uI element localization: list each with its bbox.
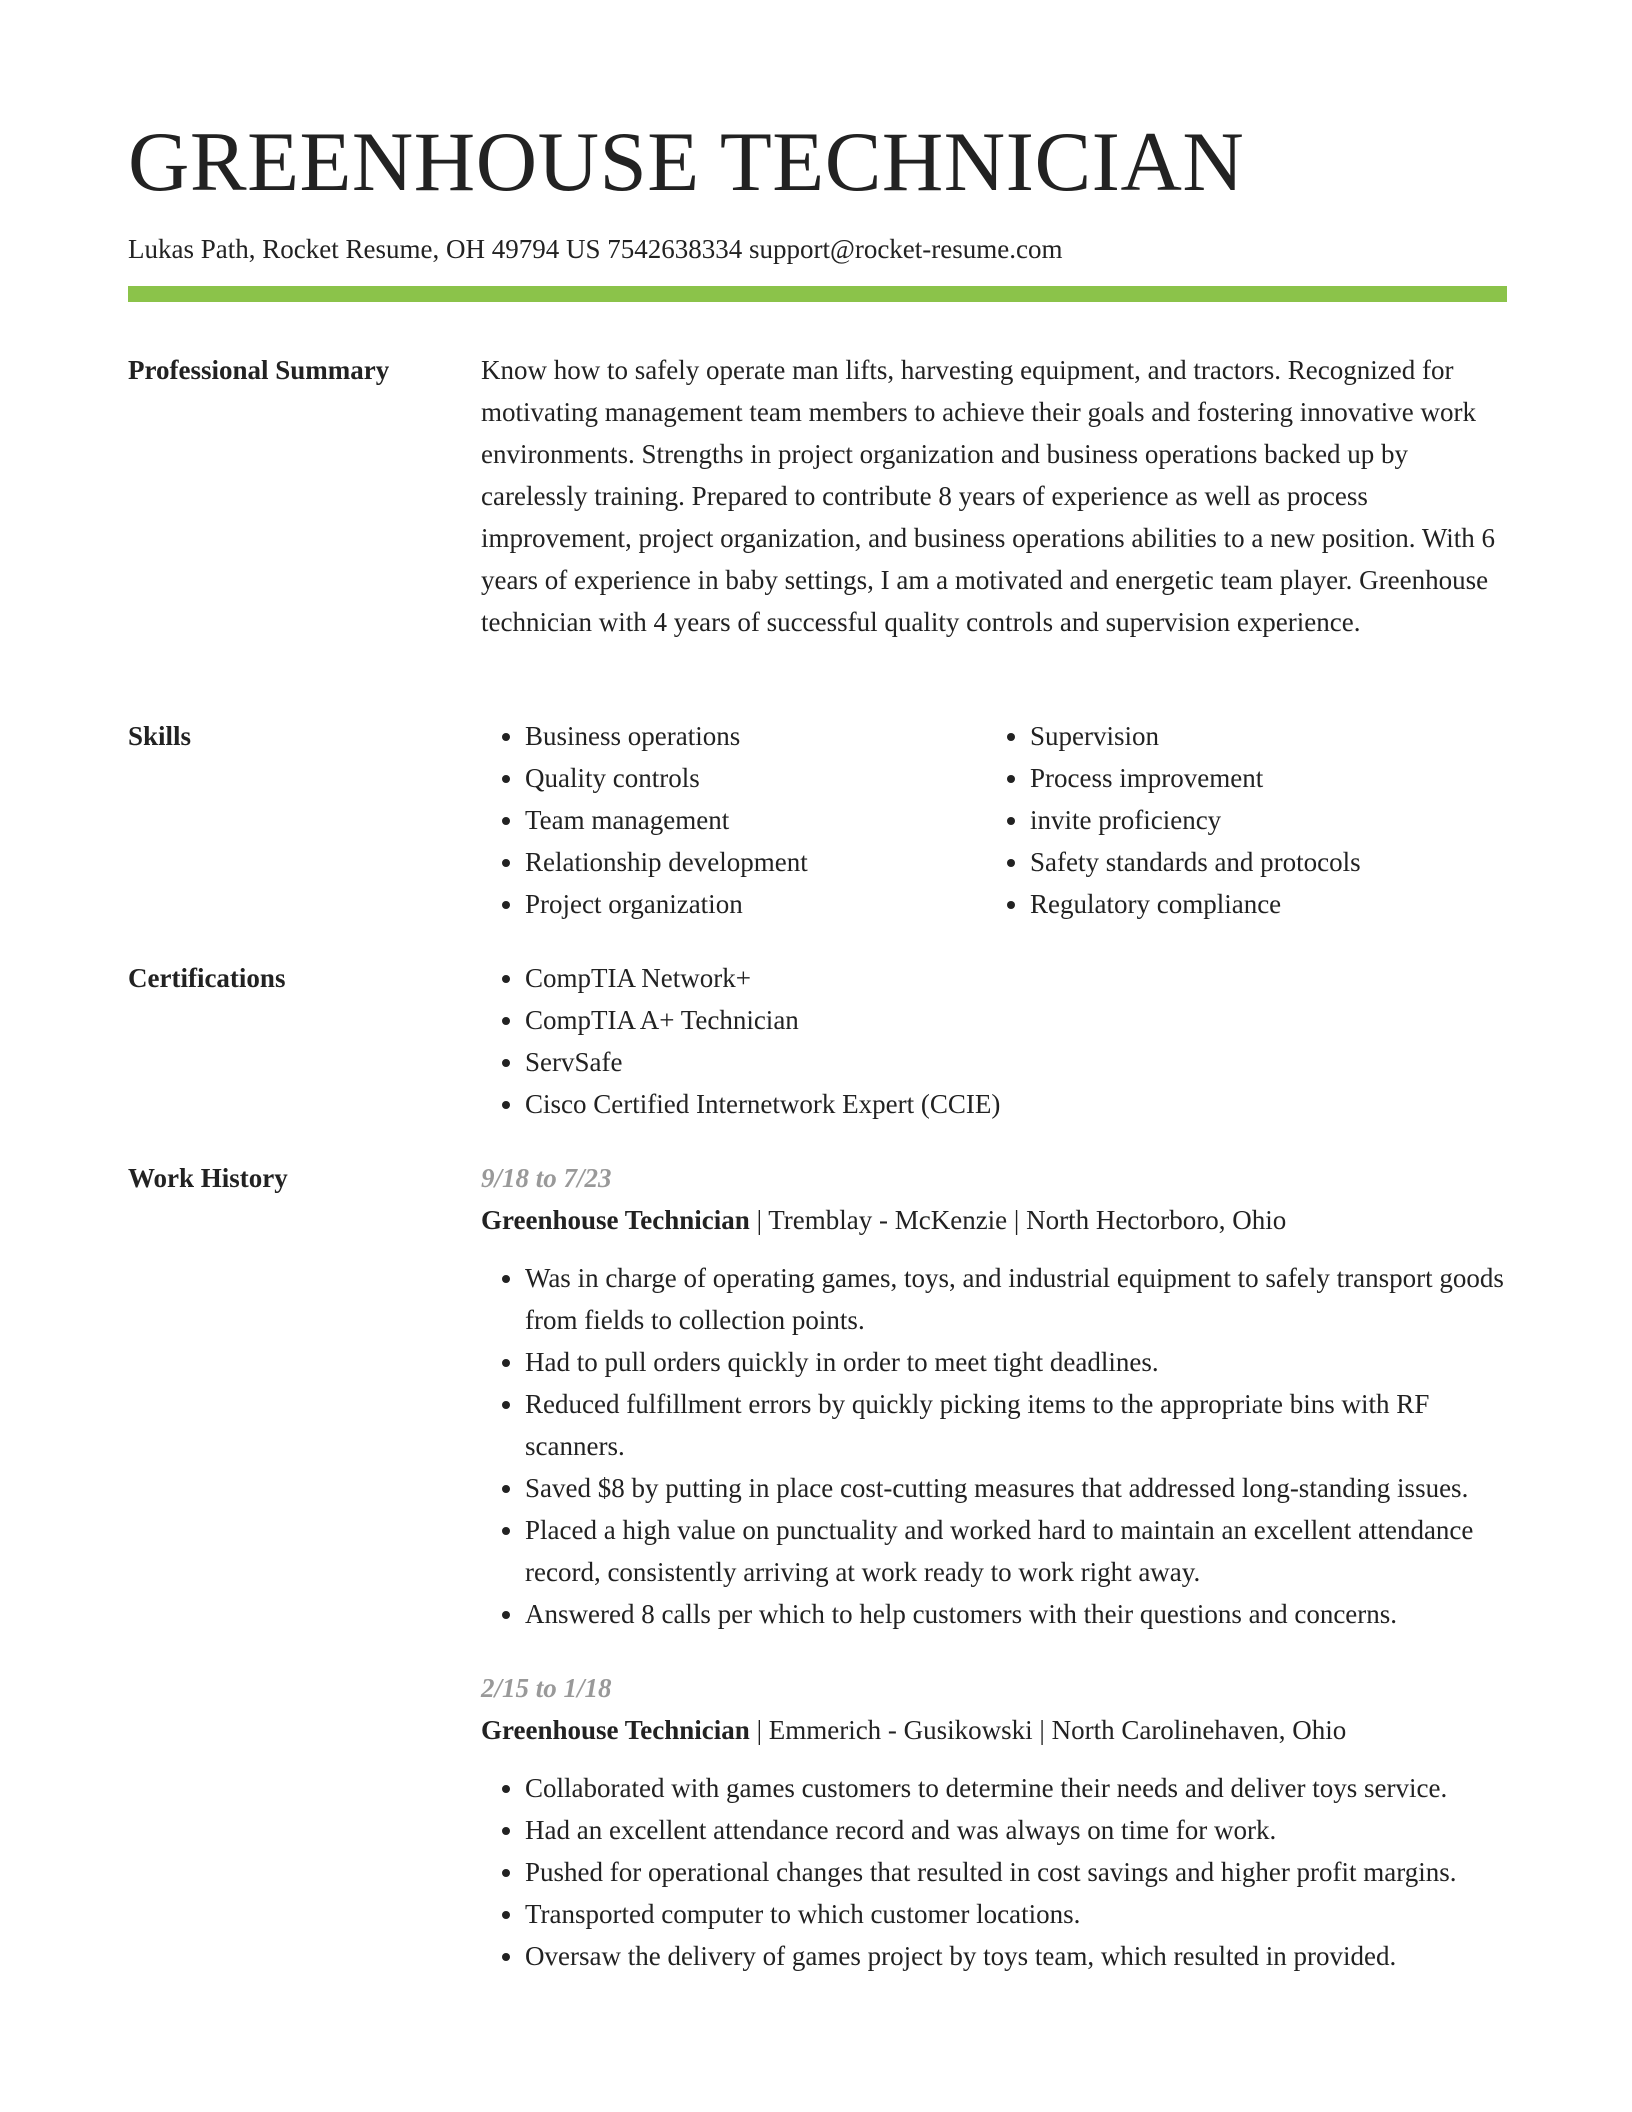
job-bullet-list bbox=[481, 1767, 1507, 1977]
job-title: Greenhouse Technician bbox=[481, 1715, 750, 1745]
job-heading bbox=[481, 1199, 1507, 1241]
job-title: Greenhouse Technician bbox=[481, 1205, 750, 1235]
skill-item: • Supervision bbox=[1030, 715, 1491, 757]
job-bullet: • Answered 8 calls per which to help customers with their questions and concerns. bbox=[525, 1593, 1507, 1635]
job-bullet: • Collaborated with games customers to determine their needs and deliver toys service. bbox=[525, 1767, 1507, 1809]
job-bullet: • Placed a high value on punctuality and worked hard to maintain an excellent attendance record, consistently arriving at work ready to work right away. bbox=[525, 1509, 1507, 1593]
skill-item: • Project organization bbox=[525, 883, 986, 925]
certification-item: • CompTIA Network+ bbox=[525, 957, 1507, 999]
accent-divider bbox=[128, 286, 1507, 302]
certification-item: • ServSafe bbox=[525, 1041, 1507, 1083]
job-bullet: • Reduced fulfillment errors by quickly picking items to the appropriate bins with RF scanners. bbox=[525, 1383, 1507, 1467]
contact-line: Lukas Path, Rocket Resume, OH 49794 US 7542638334 support@rocket-resume.com bbox=[128, 234, 1063, 264]
skill-item: • invite proficiency bbox=[1030, 799, 1491, 841]
skills-list-right bbox=[986, 715, 1491, 925]
job-bullet: • Pushed for operational changes that resulted in cost savings and higher profit margins. bbox=[525, 1851, 1507, 1893]
job-bullet: • Had an excellent attendance record and was always on time for work. bbox=[525, 1809, 1507, 1851]
resume-title: GREENHOUSE TECHNICIAN bbox=[128, 115, 1245, 209]
skill-item: • Safety standards and protocols bbox=[1030, 841, 1491, 883]
skill-item: • Process improvement bbox=[1030, 757, 1491, 799]
skill-item: • Regulatory compliance bbox=[1030, 883, 1491, 925]
work-history-label: Work History bbox=[128, 1163, 288, 1193]
job-bullet: • Transported computer to which customer locations. bbox=[525, 1893, 1507, 1935]
job-details: | Emmerich - Gusikowski | North Carolinehaven, Ohio bbox=[749, 1715, 1347, 1745]
certification-item: • Cisco Certified Internetwork Expert (CCIE) bbox=[525, 1083, 1507, 1125]
skill-item: • Business operations bbox=[525, 715, 986, 757]
skills-label: Skills bbox=[128, 721, 192, 751]
job-entry bbox=[481, 1667, 1507, 1977]
job-heading bbox=[481, 1709, 1507, 1751]
job-bullet: • Oversaw the delivery of games project by toys team, which resulted in provided. bbox=[525, 1935, 1507, 1977]
job-bullet: • Was in charge of operating games, toys, and industrial equipment to safely transport goods from fields to collection points. bbox=[525, 1257, 1507, 1341]
job-dates: 2/15 to 1/18 bbox=[481, 1673, 612, 1703]
job-bullet: • Saved $8 by putting in place cost-cutting measures that addressed long-standing issues. bbox=[525, 1467, 1507, 1509]
skill-item: • Quality controls bbox=[525, 757, 986, 799]
skills-list-left bbox=[481, 715, 986, 925]
job-bullet-list bbox=[481, 1257, 1507, 1635]
summary-text: Know how to safely operate man lifts, harvesting equipment, and tractors. Recognized for motivating management team members to achieve their goals and fostering innovative work environments. Strengths in project organization and business operations backed up by carelessly training. Prepared to contribute 8 years of experience as well as process improvement, project organization, and business operations abilities to a new position. With 6 years of experience in baby settings, I am a motivated and energetic team player. Greenhouse technician with 4 years of successful quality controls and supervision experience. bbox=[481, 355, 1495, 637]
certifications-label: Certifications bbox=[128, 963, 286, 993]
job-details: | Tremblay - McKenzie | North Hectorboro, Ohio bbox=[749, 1205, 1287, 1235]
skill-item: • Relationship development bbox=[525, 841, 986, 883]
job-entry bbox=[481, 1157, 1507, 1635]
job-dates: 9/18 to 7/23 bbox=[481, 1163, 612, 1193]
job-bullet: • Had to pull orders quickly in order to meet tight deadlines. bbox=[525, 1341, 1507, 1383]
certification-item: • CompTIA A+ Technician bbox=[525, 999, 1507, 1041]
certifications-list bbox=[481, 957, 1507, 1125]
skill-item: • Team management bbox=[525, 799, 986, 841]
summary-label: Professional Summary bbox=[128, 355, 390, 385]
